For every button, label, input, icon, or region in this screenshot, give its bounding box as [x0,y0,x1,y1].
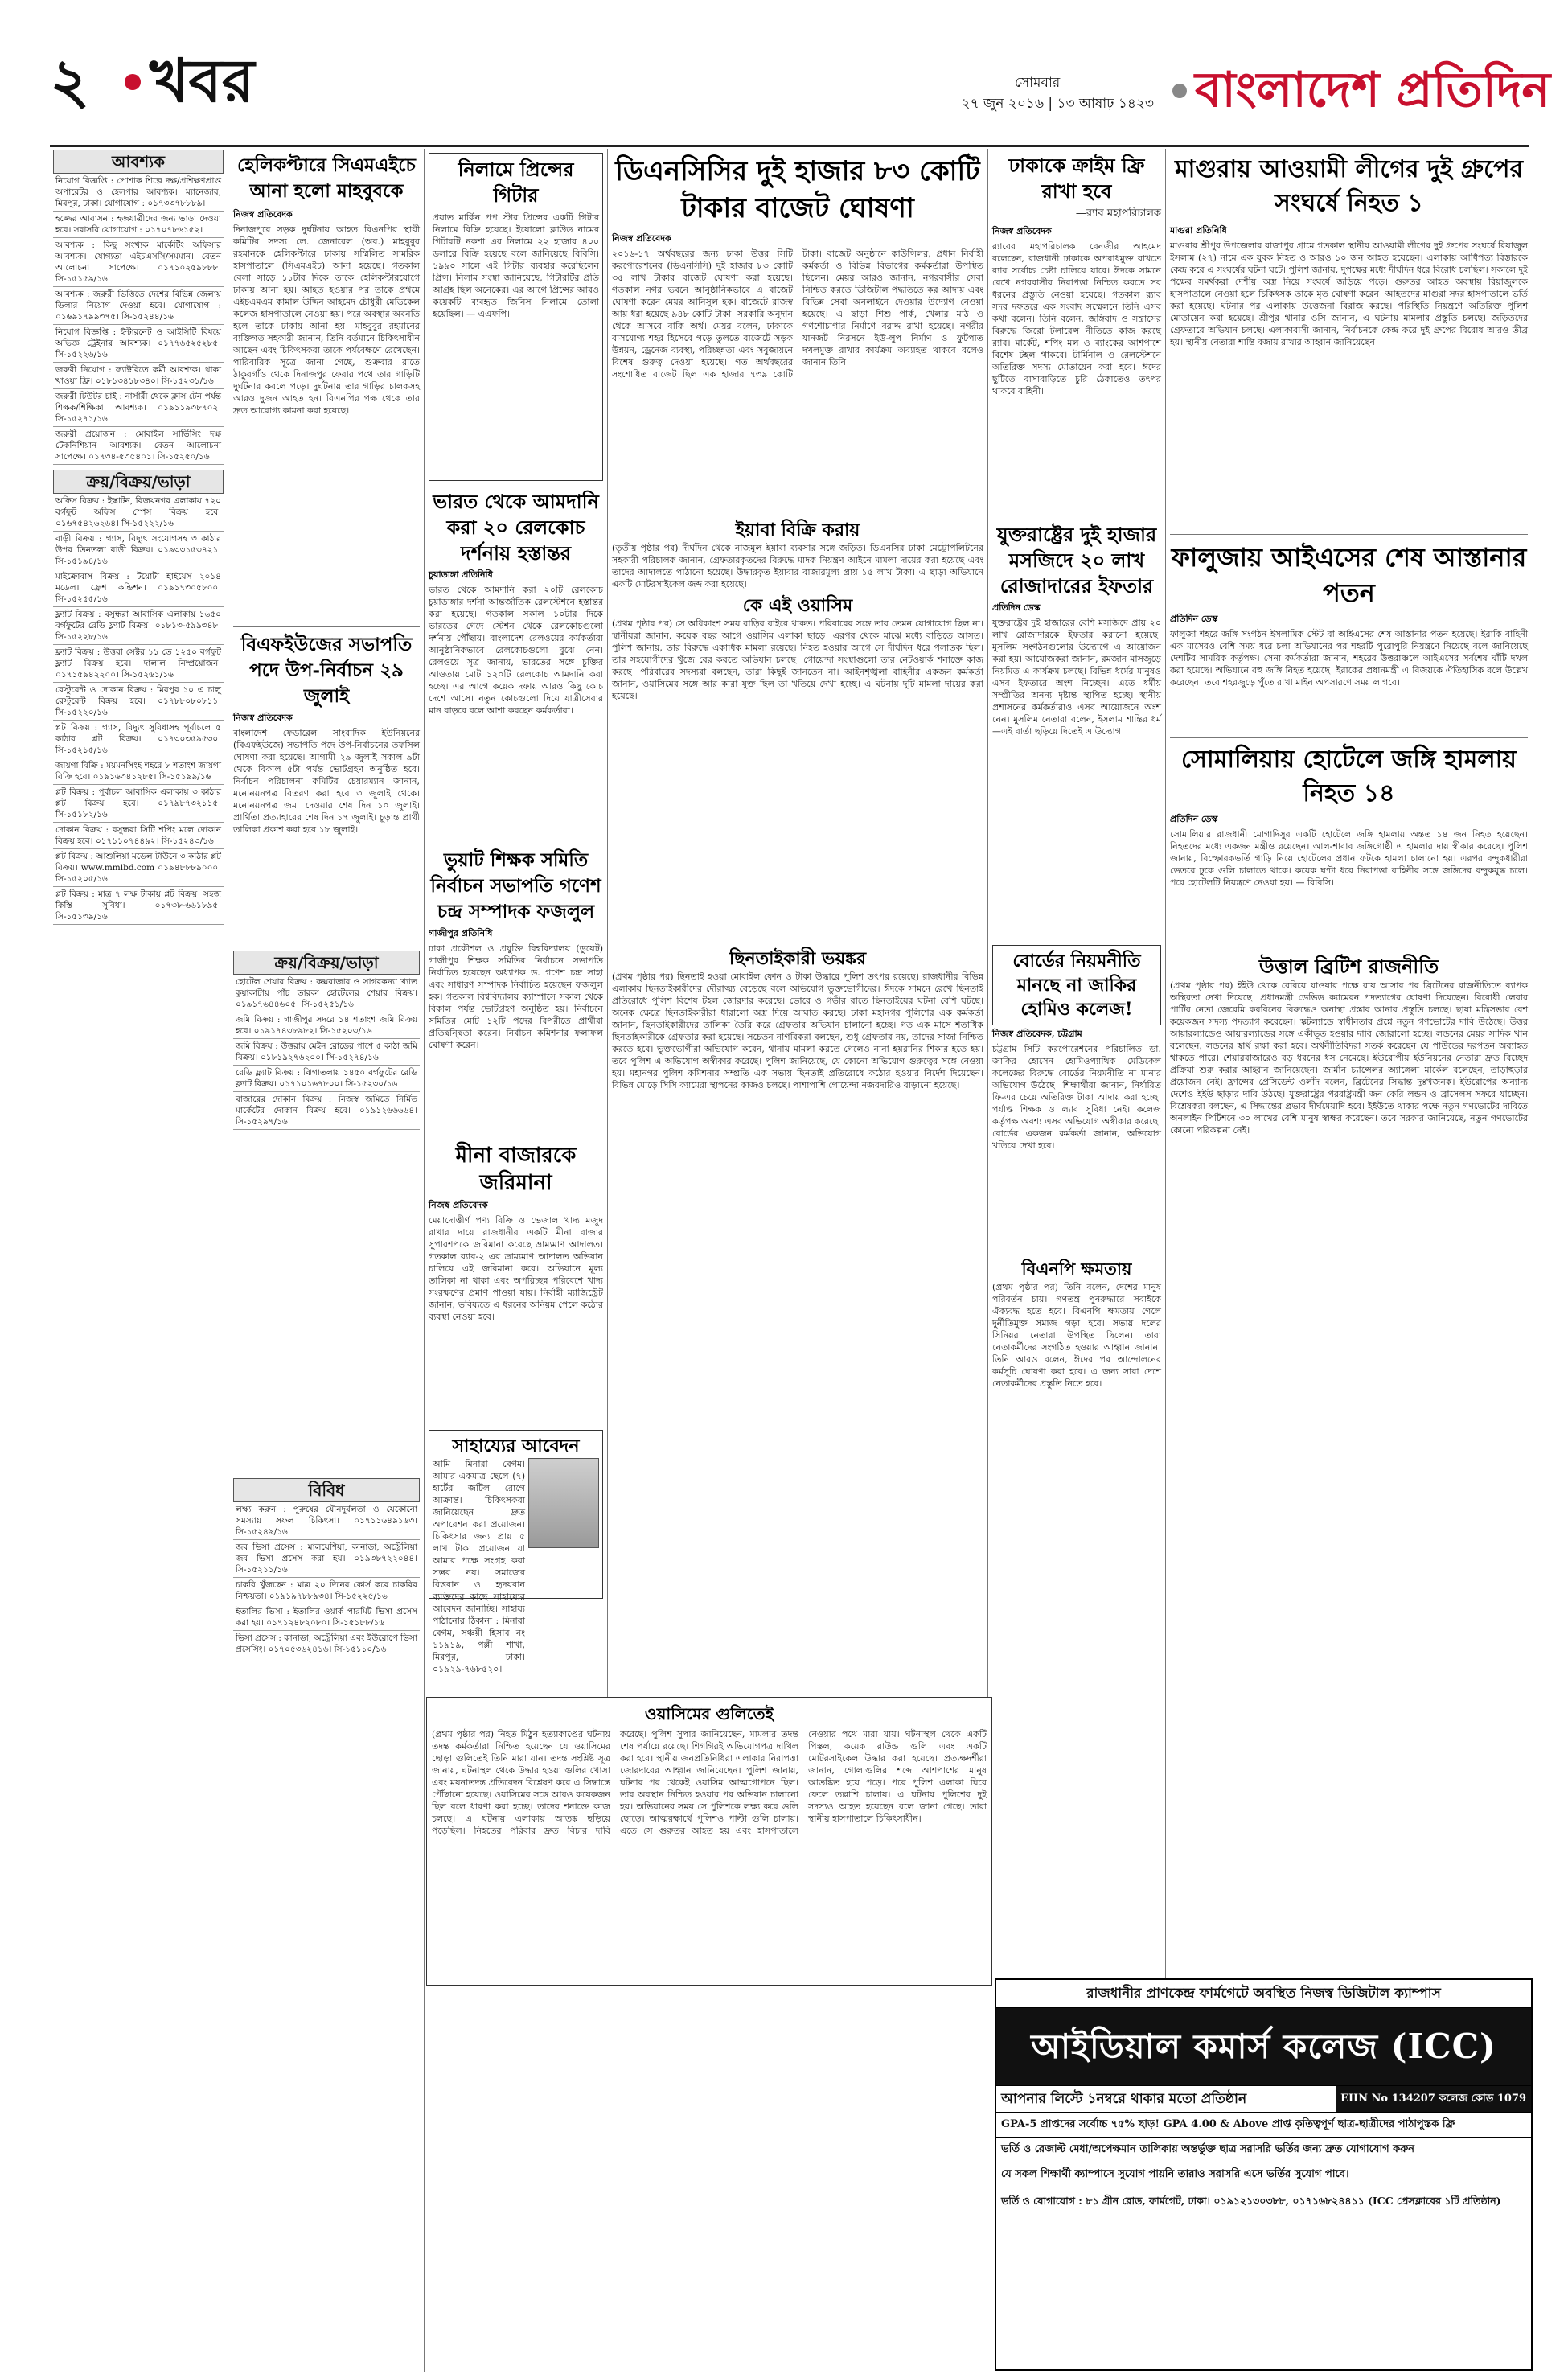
college-advertisement [995,1978,1533,2371]
appeal-box [429,1430,603,1674]
headline: ফালুজায় আইএসের শেষ আস্তানার পতন [1170,534,1528,610]
byline: প্রতিদিন ডেস্ক [992,602,1041,613]
byline: নিজস্ব প্রতিবেদক, চট্টগ্রাম [992,1029,1082,1039]
article-body: (প্রথম পৃষ্ঠার পর) ছিনতাই হওয়া মোবাইল ফোন ও টাকা উদ্ধারে পুলিশ তৎপর রয়েছে। রাজধানীর বিভিন্ন এলাকায় ছিনতাইকারীদের দৌরাত্ম্য বেড়েছে বলে অভিযোগ ভুক্তভোগীদের। ঈদকে সামনে রেখে ছিনতাই প্রতিরোধে পুলিশ বিশেষ টহল জোরদার করেছে। ভোরে ও গভীর রাতে ছিনতাইয়ের ঘটনা বেশি ঘটছে। অনেক ক্ষেত্রে ছিনতাইকারীরা ধারালো অস্ত্র দিয়ে আঘাত করছে। ঢাকা মহানগর পুলিশের এক কর্মকর্তা জানান, ছিনতাইকারীদের তালিকা তৈরি করে গ্রেফতার অভিযান চালানো হচ্ছে। গত এক মাসে শতাধিক ছিনতাইকারীকে গ্রেফতার করা হয়েছে। সচেতন নাগরিকরা বলছেন, শুধু গ্রেফতার নয়, তাদের সাজা নিশ্চিত করতে হবে। ভুক্তভোগীরা অভিযোগ করেন, থানায় মামলা করতে গেলেও নানা হয়রানির শিকার হতে হয়। তবে পুলিশ এ অভিযোগ অস্বীকার করেছে। পুলিশ জানিয়েছে, যে কোনো অভিযোগ গুরুত্বের সঙ্গে নেওয়া হয়। মহানগর পুলিশ কমিশনার সম্প্রতি এক সভায় ছিনতাই প্রতিরোধে কঠোর হওয়ার নির্দেশ দিয়েছেন। বিভিন্ন মোড়ে সিসি ক্যামেরা স্থাপনের কাজও চলছে। পাশাপাশি গোয়েন্দা নজরদারিও বাড়ানো হয়েছে। [612,971,983,1090]
headline: বিএফইউজের সভাপতি পদে উপ-নির্বাচন ২৯ জুলাই [240,634,413,707]
classified-item: প্লট বিক্রয় : মাত্র ৭ লক্ষ টাকায় প্লট বিক্রয়। সহজ কিস্তি সুবিধা। ০১৭৩৮-৬৬১৮৯৫। সি-১৫১৩৯/১৬ [53,887,224,925]
byline: গাজীপুর প্রতিনিধি [429,928,493,939]
article-body: আমি মিনারা বেগম। আমার একমাত্র ছেলে (৭) হার্টের জটিল রোগে আক্রান্ত। চিকিৎসকরা জানিয়েছেন দ্রুত অপারেশন করা প্রয়োজন। চিকিৎসার জন্য প্রায় ৫ লাখ টাকা প্রয়োজন যা আমার পক্ষে সংগ্রহ করা সম্ভব নয়। সমাজের বিত্তবান ও হৃদয়বান ব্যক্তিদের কাছে সাহায্যের আবেদন জানাচ্ছি। সাহায্য পাঠানোর ঠিকানা : মিনারা বেগম, সঞ্চয়ী হিসাব নং ১১৯১৯, পল্লী শাখা, মিরপুর, ঢাকা। ০১৯২৯-৭৬৮৫২০। [433,1459,525,1674]
section-title: খবর [150,47,255,116]
classified-list [53,494,224,925]
masthead [0,0,1568,157]
classified-item: ইতালির ভিসা : ইতালির ওয়ার্ক পারমিট ভিসা প্রসেস করা হয়। ০১৭১২৪৮২০৮০। সি-১৫১৮৮/১৬ [233,1604,420,1631]
classified-item: প্লট বিক্রয় : গ্যাস, বিদ্যুৎ সুবিধাসহ পূর্বাচলে ৫ কাঠার প্লট বিক্রয়। ০১৭৩০৩৫৯৫৩০। সি-১৫২১৫/১৬ [53,721,224,758]
ad-eiin: EIIN No 134207 কলেজ কোড 1079 [1336,2086,1531,2112]
headline: যুক্তরাষ্ট্রের দুই হাজার মসজিদে ২০ লাখ রোজাদারের ইফতার [996,523,1157,598]
classified-item: জমি বিক্রয় : উত্তরায় মেইন রোডের পাশে ৫ কাঠা জমি বিক্রয়। ০১৮১৯২৭৬২০০। সি-১৫২৭৪/১৬ [233,1039,420,1066]
college-box [992,945,1161,1025]
classified-item: রেস্টুরেন্ট ও দোকান বিক্রয় : মিরপুর ১০ এ চালু রেস্টুরেন্ট বিক্রয় হবে। ০১৭৮৮০৮০৮১১। সি-১৫২২০/১৬ [53,683,224,721]
column-rule [1165,149,1166,1978]
headline: ভারত থেকে আমদানি করা ২০ রেলকোচ দর্শনায় হস্তান্তর [433,490,599,565]
classified-list [233,975,420,1473]
classified-item: আবশ্যক : জরুরী ভিত্তিতে দেশের বিভিন্ন জেলায় ডিলার নিয়োগ দেওয়া হবে। যোগাযোগ : ০১৬৯১৭৯৯৩৭৫। সি-১৫২৪৪/১৬ [53,287,224,325]
article-body: যুক্তরাষ্ট্রের দুই হাজারের বেশি মসজিদে প্রায় ২০ লাখ রোজাদারকে ইফতার করানো হয়েছে। মুসলিম সংগঠনগুলোর উদ্যোগে এ আয়োজন করা হয়। আয়োজকরা জানান, রমজান মাসজুড়ে নিয়মিত এ কার্যক্রম চলছে। বিভিন্ন ধর্মের মানুষও এসব ইফতারে অংশ নিচ্ছেন। এতে ধর্মীয় সম্প্রীতির অনন্য দৃষ্টান্ত স্থাপিত হচ্ছে। স্থানীয় প্রশাসনের কর্মকর্তারাও এসব আয়োজনে অংশ নেন। মুসলিম নেতারা বলেন, ইসলাম শান্তির ধর্ম—এই বার্তা ছড়িয়ে দিতেই এ উদ্যোগ। [992,618,1161,737]
subhead: ছিনতাইকারী ভয়ঙ্কর [729,948,867,969]
classified-item: প্লট বিক্রয় : আশুলিয়া মডেল টাউনে ৩ কাঠার প্লট বিক্রয়। www.mmlbd.com ০১৯৪৮৮৮৯০০০। সি-১৫২০৫/১৬ [53,849,224,887]
byline: মাগুরা প্রতিনিধি [1170,225,1227,236]
subhead: কে এই ওয়াসিম [742,595,853,616]
child-photo [528,1458,599,1548]
classified-item: রেডি ফ্ল্যাট বিক্রয় : ঝিগাতলায় ১৪৫০ বর্গফুটের রেডি ফ্ল্যাট বিক্রয়। ০১৭১০১৬৭৮০০। সি-১৫২৩০/১৬ [233,1066,420,1092]
article-body: ২০১৬-১৭ অর্থবছরের জন্য ঢাকা উত্তর সিটি করপোরেশনের (ডিএনসিসি) দুই হাজার ৮৩ কোটি ৩৫ লাখ টাকার বাজেট ঘোষণা করা হয়েছে। গতকাল নগর ভবনে আনুষ্ঠানিকভাবে এ বাজেট ঘোষণা করেন মেয়র আনিসুল হক। বাজেটে রাজস্ব আয় ধরা হয়েছে ৯৪৮ কোটি টাকা। সরকারি অনুদান থেকে আসবে বাকি অর্থ। মেয়র বলেন, ঢাকাকে বাসযোগ্য শহর হিসেবে গড়ে তুলতে বাজেটে সড়ক উন্নয়ন, ড্রেনেজ ব্যবস্থা, পরিচ্ছন্নতা এবং সবুজায়নে বিশেষ গুরুত্ব দেওয়া হয়েছে। গত অর্থবছরের সংশোধিত বাজেট ছিল এক হাজার ৭৩৯ কোটি টাকা। বাজেট অনুষ্ঠানে কাউন্সিলর, প্রধান নির্বাহী কর্মকর্তা ও বিভিন্ন বিভাগের কর্মকর্তারা উপস্থিত ছিলেন। মেয়র আরও জানান, নগরবাসীর সেবা নিশ্চিত করতে ডিজিটাল পদ্ধতিতে কর আদায় এবং বিভিন্ন সেবা অনলাইনে দেওয়ার উদ্যোগ নেওয়া হয়েছে। এ ছাড়া শিশু পার্ক, খেলার মাঠ ও গণশৌচাগার নির্মাণে বরাদ্দ রাখা হয়েছে। নগরীর যানজট নিরসনে ইউ-লুপ নির্মাণ ও ফুটপাত দখলমুক্ত রাখার কার্যক্রম অব্যাহত থাকবে বলেও জানান তিনি। [612,248,983,380]
article-body: মাগুরার শ্রীপুর উপজেলার রাজাপুর গ্রামে গতকাল স্থানীয় আওয়ামী লীগের দুই গ্রুপের সংঘর্ষে রিয়াজুল ইসলাম (২৭) নামে এক যুবক নিহত ও আরও ১০ জন আহত হয়েছেন। এলাকায় আধিপত্য বিস্তারকে কেন্দ্র করে এ সংঘর্ষের ঘটনা ঘটে। পুলিশ জানায়, দুপক্ষের মধ্যে দীর্ঘদিন ধরে বিরোধ চলছিল। সকালে দুই পক্ষের সমর্থকরা দেশীয় অস্ত্র নিয়ে সংঘর্ষে জড়িয়ে পড়ে। গুরুতর আহত অবস্থায় রিয়াজুলকে হাসপাতালে নেওয়া হলে চিকিৎসক তাকে মৃত ঘোষণা করেন। আহতদের মাগুরা সদর হাসপাতালে ভর্তি করা হয়েছে। ঘটনার পর এলাকায় উত্তেজনা বিরাজ করছে। পরিস্থিতি নিয়ন্ত্রণে অতিরিক্ত পুলিশ মোতায়েন করা হয়েছে। শ্রীপুর থানার ওসি জানান, এ ঘটনায় মামলার প্রস্তুতি চলছে। জড়িতদের গ্রেফতারে অভিযান চলছে। এলাকাবাসী জানান, নির্বাচনকে কেন্দ্র করে দুই গ্রুপের বিরোধ আরও তীব্র হয়। স্থানীয় নেতারা শান্তি বজায় রাখার আহ্বান জানিয়েছেন। [1170,240,1528,347]
byline: নিজস্ব প্রতিবেদক [233,209,293,220]
classified-item: চাকরি খুঁজছেন : মাত্র ২০ দিনের কোর্স করে চাকরির নিশ্চয়তা। ০১৯১৯৭৮৮৯৩৪। সি-১৫২২৫/১৬ [233,1578,420,1604]
classified-item: আবশ্যক : কিছু সংখ্যক মার্কেটিং অফিসার আবশ্যক। যোগ্যতা এইচএসসি/সমমান। বেতন আলোচনা সাপেক্ষে। ০১৭১০২৫৯৮৮৮। সি-১৫১৫৯/১৬ [53,238,224,287]
issue-date: ২৭ জুন ২০১৬ | ১৩ আষাঢ় ১৪২৩ [961,96,1154,112]
article-body: (প্রথম পৃষ্ঠার পর) সে অধিকাংশ সময় বাড়ির বাইরে থাকত। পরিবারের সঙ্গে তার তেমন যোগাযোগ ছিল না। স্থানীয়রা জানান, কয়েক বছর আগে ওয়াসিম এলাকা ছাড়ে। এরপর থেকে মাঝে মধ্যে বাড়িতে আসত। পুলিশ জানায়, তার বিরুদ্ধে একাধিক মামলা রয়েছে। নিহত হওয়ার আগে সে দীর্ঘদিন ধরে পলাতক ছিল। তার সহযোগীদের খুঁজে বের করতে অভিযান চলছে। গোয়েন্দা সংস্থাগুলো তার নেটওয়ার্ক শনাক্তে কাজ করছে। পরিবারের সদস্যরা বলছেন, তারা কিছুই জানতেন না। আইনশৃঙ্খলা বাহিনীর একজন কর্মকর্তা জানান, ওয়াসিমের সঙ্গে আর কারা যুক্ত ছিল তা খতিয়ে দেখা হচ্ছে। এ ঘটনায় দুটি মামলা দায়ের করা হয়েছে। [612,618,983,701]
classified-item: নিয়োগ বিজ্ঞপ্তি : ইন্টারনেট ও আইসিটি বিষয়ে অভিজ্ঞ ট্রেইনার আবশ্যক। ০১৭৭৬৫২৫২৮৫। সি-১৫২২৬/১৬ [53,325,224,363]
box-headline: ওয়াসিমের গুলিতেই [644,1704,774,1723]
classified-item: জরুরী প্রয়োজন : মোবাইল সার্ভিসিং দক্ষ টেকনিশিয়ান আবশ্যক। বেতন আলোচনা সাপেক্ষে। ০১৭৩৪-৫৩৫৪০১। সি-১৫২৫০/১৬ [53,427,224,465]
prince-guitar-box [429,153,603,481]
article-body: চট্টগ্রাম সিটি করপোরেশনের পরিচালিত ডা. জাকির হোসেন হোমিওপ্যাথিক মেডিকেল কলেজের বিরুদ্ধে বোর্ডের নিয়মনীতি না মানার অভিযোগ উঠেছে। শিক্ষার্থীরা জানান, নির্ধারিত ফি-এর চেয়ে অতিরিক্ত টাকা আদায় করা হচ্ছে। পর্যাপ্ত শিক্ষক ও ল্যাব সুবিধা নেই। কলেজ কর্তৃপক্ষ অবশ্য এসব অভিযোগ অস্বীকার করেছে। বোর্ডের একজন কর্মকর্তা জানান, অভিযোগ খতিয়ে দেখা হবে। [992,1044,1161,1151]
article-body: (প্রথম পৃষ্ঠার পর) নিহত মিঠুন হত্যাকাণ্ডের ঘটনায় তদন্ত কর্মকর্তারা নিশ্চিত হয়েছেন যে ওয়াসিমের ছোড়া গুলিতেই তিনি মারা যান। তদন্ত সংশ্লিষ্ট সূত্র জানায়, ঘটনাস্থল থেকে উদ্ধার হওয়া গুলির খোসা এবং ময়নাতদন্ত প্রতিবেদন বিশ্লেষণ করে এ সিদ্ধান্তে পৌঁছানো হয়েছে। ওয়াসিমের সঙ্গে আরও কয়েকজন ছিল বলে ধারণা করা হচ্ছে। তাদের শনাক্তে কাজ চলছে। এ ঘটনায় এলাকায় আতঙ্ক ছড়িয়ে পড়েছিল। নিহতের পরিবার দ্রুত বিচার দাবি করেছে। পুলিশ সুপার জানিয়েছেন, মামলার তদন্ত শেষ পর্যায়ে রয়েছে। শিগগিরই অভিযোগপত্র দাখিল করা হবে। স্থানীয় জনপ্রতিনিধিরা এলাকার নিরাপত্তা জোরদারের আহ্বান জানিয়েছেন। পুলিশ জানায়, ঘটনার পর থেকেই ওয়াসিম আত্মগোপনে ছিল। তার অবস্থান নিশ্চিত হওয়ার পর অভিযান চালানো হয়। অভিযানের সময় সে পুলিশকে লক্ষ্য করে গুলি ছোড়ে। আত্মরক্ষার্থে পুলিশও পাল্টা গুলি চালায়। এতে সে গুরুতর আহত হয় এবং হাসপাতালে নেওয়ার পথে মারা যায়। ঘটনাস্থল থেকে একটি পিস্তল, কয়েক রাউন্ড গুলি এবং একটি মোটরসাইকেল উদ্ধার করা হয়েছে। প্রত্যক্ষদর্শীরা জানান, গোলাগুলির শব্দে আশপাশের মানুষ আতঙ্কিত হয়ে পড়ে। পরে পুলিশ এলাকা ঘিরে ফেলে তল্লাশি চালায়। এ ঘটনায় পুলিশের দুই সদস্যও আহত হয়েছেন বলে জানা গেছে। তারা স্থানীয় হাসপাতালে চিকিৎসাধীন। [432,1729,987,1836]
article-body: দিনাজপুরে সড়ক দুর্ঘটনায় আহত বিএনপির স্থায়ী কমিটির সদস্য লে. জেনারেল (অব.) মাহবুবুর রহমানকে হেলিকপ্টারে ঢাকায় সম্মিলিত সামরিক হাসপাতালে (সিএমএইচ) আনা হয়েছে। গতকাল বেলা সাড়ে ১১টার দিকে তাকে হেলিকপ্টারযোগে ঢাকায় আনা হয়। আহত হওয়ার পর তাকে প্রথমে এইচএমএম কামাল উদ্দিন আহমেদ চৌধুরী মেডিকেল কলেজ হাসপাতালে নেওয়া হয়। পরে অবস্থার অবনতি হলে তাকে ঢাকায় আনা হয়। মাহবুবুর রহমানের ব্যক্তিগত সহকারী জানান, তিনি বর্তমানে চিকিৎসাধীন আছেন এবং চিকিৎসকরা তাকে পর্যবেক্ষণে রেখেছেন। পারিবারিক সূত্রে জানা গেছে, শুক্রবার রাতে ঠাকুরগাঁও থেকে দিনাজপুর ফেরার পথে তার গাড়িটি দুর্ঘটনার কবলে পড়ে। দুর্ঘটনায় তার গাড়ির চালকসহ আরও দুজন আহত হন। বিএনপির পক্ষ থেকে তার দ্রুত আরোগ্য কামনা করা হয়েছে। [233,224,420,416]
classifieds-column [53,150,224,2369]
classified-item: ভিসা প্রসেস : কানাডা, অস্ট্রেলিয়া এবং ইউরোপে ভিসা প্রসেসিং। ০১৭০৫৩৬২৪১৬। সি-১৫১১০/১৬ [233,1631,420,1657]
column-rule [424,149,425,2372]
divider [233,626,420,627]
byline: নিজস্ব প্রতিবেদক [233,713,293,723]
classified-item: ফ্ল্যাট বিক্রয় : উত্তরা সেক্টর ১১ তে ১২৫০ বর্গফুট ফ্ল্যাট বিক্রয় হবে। দালাল নিষ্প্রয়োজন। ০১৭১৫৯৪২২০০। সি-১৫২৬১/১৬ [53,645,224,683]
byline: প্রতিদিন ডেস্ক [1170,814,1218,824]
classified-item: নিয়োগ বিজ্ঞপ্তি : পোশাক শিল্পে দক্ষ/প্রশিক্ষণপ্রাপ্ত অপারেটর ও হেলপার আবশ্যক। ম্যানেজার, মিরপুর, ঢাকা। যোগাযোগ : ০১৭৩৩৭৮৮৮৯। [53,174,224,212]
article-body: (প্রথম পৃষ্ঠার পর) ইইউ থেকে বেরিয়ে যাওয়ার পক্ষে রায় আসার পর ব্রিটেনের রাজনীতিতে ব্যাপক অস্থিরতা দেখা দিয়েছে। প্রধানমন্ত্রী ডেভিড ক্যামেরন পদত্যাগের ঘোষণা দিয়েছেন। বিরোধী লেবার পার্টির নেতা জেরেমি করবিনের বিরুদ্ধেও অনাস্থা প্রস্তাব আনার প্রস্তুতি চলছে। ছায়া মন্ত্রিসভার বেশ কয়েকজন সদস্য পদত্যাগ করেছেন। স্কটল্যান্ডে স্বাধীনতার প্রশ্নে নতুন গণভোটের দাবি উঠেছে। উত্তর আয়ারল্যান্ডেও আয়ারল্যান্ডের সঙ্গে একীভূত হওয়ার দাবি জোরালো হচ্ছে। লন্ডনের মেয়র সাদিক খান বলেছেন, লন্ডনের স্বার্থ রক্ষা করা হবে। অর্থনীতিবিদরা সতর্ক করেছেন যে পাউন্ডের দরপতন অব্যাহত থাকতে পারে। শেয়ারবাজারেও বড় ধরনের ধস নেমেছে। ইউরোপীয় ইউনিয়নের নেতারা দ্রুত বিচ্ছেদ প্রক্রিয়া শুরু করার আহ্বান জানিয়েছেন। জার্মান চ্যান্সেলর অ্যাঙ্গেলা মার্কেল বলেছেন, তাড়াহুড়ার প্রয়োজন নেই। ফ্রান্সের প্রেসিডেন্ট ওলাঁদ বলেন, ব্রিটেনের সিদ্ধান্ত দুঃখজনক। ইউরোপের অন্যান্য দেশেও ইইউ ছাড়ার দাবি উঠছে। যুক্তরাষ্ট্রের পররাষ্ট্রমন্ত্রী জন কেরি লন্ডন ও ব্রাসেলস সফরে যাচ্ছেন। বিশ্লেষকরা বলছেন, এ সিদ্ধান্তের প্রভাব দীর্ঘমেয়াদি হবে। ইইউতে থাকার পক্ষে নতুন গণভোটের দাবিতে অনলাইন পিটিশনে ৩০ লাখের বেশি মানুষ স্বাক্ষর করেছেন। তবে সরকার জানিয়েছে, নতুন গণভোটের কোনো পরিকল্পনা নেই। [1170,980,1528,1136]
column-5 [992,153,1161,1978]
article-body: প্রয়াত মার্কিন পপ স্টার প্রিন্সের একটি গিটার নিলামে বিক্রি হয়েছে। ইয়োলো ক্লাউড নামের গিটারটি নকশা এর নিলামে ২২ হাজার ৪০০ ডলারে বিক্রি হয়েছে বলে জানিয়েছে বিবিসি। ১৯৯০ সালে এই গিটার ব্যবহার করেছিলেন প্রিন্স। নিলাম সংস্থা জানিয়েছে, গিটারটির প্রতি আগ্রহ ছিল অনেকের। এর আগে প্রিন্সের আরও কয়েকটি ব্যবহৃত জিনিস নিলামে তোলা হয়েছিল। — এএফপি। [433,212,599,319]
article-body: সোমালিয়ার রাজধানী মোগাদিসুর একটি হোটেলে জঙ্গি হামলায় অন্তত ১৪ জন নিহত হয়েছেন। নিহতদের মধ্যে একজন মন্ত্রীও রয়েছেন। আল-শাবাব জঙ্গিগোষ্ঠী এ হামলার দায় স্বীকার করেছে। পুলিশ জানায়, বিস্ফোরকভর্তি গাড়ি নিয়ে হোটেলের প্রধান ফটকে হামলা চালানো হয়। এরপর বন্দুকধারীরা ভেতরে ঢুকে গুলি চালাতে থাকে। কয়েক ঘণ্টা ধরে নিরাপত্তা বাহিনীর সঙ্গে জঙ্গিদের বন্দুকযুদ্ধ চলে। পরে হোটেলটি নিয়ন্ত্রণে নেওয়া হয়। — বিবিসি। [1170,829,1528,888]
article-body: ঢাকা প্রকৌশল ও প্রযুক্তি বিশ্ববিদ্যালয় (ডুয়েট) গাজীপুর শিক্ষক সমিতির নির্বাচনে সভাপতি নির্বাচিত হয়েছেন অধ্যাপক ড. গণেশ চন্দ্র সাহা এবং সাধারণ সম্পাদক নির্বাচিত হয়েছেন ফজলুল হক। গতকাল বিশ্ববিদ্যালয় ক্যাম্পাসে সকাল থেকে বিকাল পর্যন্ত ভোটগ্রহণ অনুষ্ঠিত হয়। নির্বাচনে সমিতির মোট ১২টি পদের বিপরীতে প্রার্থীরা প্রতিদ্বন্দ্বিতা করেন। নির্বাচন কমিশনার ফলাফল ঘোষণা করেন। [429,943,603,1050]
issue-day: সোমবার [1015,75,1061,91]
classified-item: দোকান বিক্রয় : বসুন্ধরা সিটি শপিং মলে দোকান বিক্রয় হবে। ০১৭১১০৭৪৪৯২। সি-১৫২৪৩/১৬ [53,823,224,849]
byline: নিজস্ব প্রতিবেদক [429,1200,488,1210]
classified-list [53,174,224,465]
ad-subtitle: আপনার লিস্টে ১নম্বরে থাকার মতো প্রতিষ্ঠান [1001,2091,1247,2107]
article-body: (তৃতীয় পৃষ্ঠার পর) দীর্ঘদিন থেকে নাজমুল ইয়াবা ব্যবসার সঙ্গে জড়িত। ডিএনসির ঢাকা মেট্রোপলিটনের সহকারী পরিচালক জানান, গ্রেফতারকৃতদের বিরুদ্ধে মাদক নিয়ন্ত্রণ আইনে মামলা দায়ের করা হয়েছে এবং তাদের আদালতে পাঠানো হয়েছে। উদ্ধারকৃত ইয়াবার বাজারমূল্য প্রায় ১৫ লাখ টাকা। এ ছাড়া অভিযানে একটি মোটরসাইকেল জব্দ করা হয়েছে। [612,543,983,589]
ad-title: আইডিয়াল কমার্স কলেজ (ICC) [996,2008,1531,2085]
headline: নিলামে প্রিন্সের গিটার [458,158,574,207]
classified-header: আবশ্যক [53,150,224,174]
classified-item: জব ভিসা প্রসেস : মালয়েশিয়া, কানাডা, অস্ট্রেলিয়া জব ভিসা প্রসেস করা হয়। ০১৯৩৮৭২২০৪৪। সি-১৫২১১/১৬ [233,1540,420,1578]
classified-item: অফিস বিক্রয় : ইস্কাটন, বিজয়নগর এলাকায় ৭২০ বর্গফুট অফিস স্পেস বিক্রয় হবে। ০১৬৭৫৪২৬২৬৪। সি-১৫২২২/১৬ [53,494,224,532]
subhead: ইয়াবা বিক্রি করায় [735,520,860,540]
headline: সোমালিয়ায় হোটেলে জঙ্গি হামলায় নিহত ১৪ [1170,737,1528,811]
ad-line: ভর্তি ও রেজাল্ট মেধা/অপেক্ষমান তালিকায় অন্তর্ভুক্ত ছাত্র সরাসরি ভর্তির জন্য দ্রুত যোগাযোগ করুন [996,2138,1531,2162]
headline: ভুয়াট শিক্ষক সমিতি নির্বাচন সভাপতি গণেশ চন্দ্র সম্পাদক ফজলুল [430,849,601,922]
newspaper-logo: বাংলাদেশ প্রতিদিন [1195,62,1551,118]
classified-list [233,1502,420,1657]
headline: হেলিকপ্টারে সিএমএইচে আনা হলো মাহবুবকে [237,154,416,202]
subhead: উত্তাল ব্রিটিশ রাজনীতি [1258,955,1439,978]
classified-item: জরুরী টিউটর চাই : নার্সারী থেকে ক্লাস টেন পর্যন্ত শিক্ষক/শিক্ষিকা আবশ্যক। ০১৯১১৯৩৮৭০২। সি-১৫২৭১/১৬ [53,389,224,427]
grey-dot-icon [1172,84,1187,98]
wasim-box [426,1697,992,1986]
classified-item: জমি বিক্রয় : গাজীপুর সদরে ১৪ শতাংশ জমি বিক্রয় হবে। ০১৯১৭৪৩৮৯৮২। সি-১৫২০৩/১৬ [233,1012,420,1039]
article-body: র‍্যাবের মহাপরিচালক বেনজীর আহমেদ বলেছেন, রাজধানী ঢাকাকে অপরাধমুক্ত রাখতে র‍্যাব সর্বোচ্চ চেষ্টা চালিয়ে যাবে। ঈদকে সামনে রেখে নগরবাসীর নিরাপত্তা নিশ্চিত করতে সব ধরনের প্রস্তুতি নেওয়া হয়েছে। গতকাল র‍্যাব সদর দফতরে এক সংবাদ সম্মেলনে তিনি এসব কথা বলেন। তিনি বলেন, জঙ্গিবাদ ও সন্ত্রাসের বিরুদ্ধে জিরো টলারেন্স নীতিতে কাজ করছে র‍্যাব। মার্কেট, শপিং মল ও ব্যাংকের আশপাশে বিশেষ টহল থাকবে। টার্মিনাল ও রেলস্টেশনে অতিরিক্ত সদস্য মোতায়েন করা হবে। ঈদের ছুটিতে বাসাবাড়িতে চুরি ঠেকাতেও তৎপর থাকবে বাহিনী। [992,241,1161,396]
red-dot-icon [125,74,141,90]
byline: চুয়াডাঙ্গা প্রতিনিধি [429,569,493,580]
article-body: মেয়াদোত্তীর্ণ পণ্য বিক্রি ও ভেজাল খাদ্য মজুদ রাখার দায়ে রাজধানীর একটি মীনা বাজার সুপারশপকে জরিমানা করেছে ভ্রাম্যমাণ আদালত। গতকাল র‍্যাব-২ এর ভ্রাম্যমাণ আদালত অভিযান চালিয়ে এই জরিমানা করে। অভিযানে মূল্য তালিকা না থাকা এবং অপরিচ্ছন্ন পরিবেশে খাদ্য সংরক্ষণের প্রমাণ পাওয়া যায়। নির্বাহী ম্যাজিস্ট্রেট জানান, ভবিষ্যতে এ ধরনের অনিয়ম পেলে কঠোর ব্যবস্থা নেওয়া হবে। [429,1215,603,1322]
masthead-rule [50,145,1529,147]
classified-item: মাইক্রোবাস বিক্রয় : টয়োটা হাইয়েস ২০১৪ মডেল। ফ্রেশ কন্ডিশন। ০১৯১৭৩০৫৮০০। সি-১৫২৫৫/১৬ [53,569,224,607]
classified-header: বিবিধ [233,1478,420,1502]
page-number: ২ [50,45,90,117]
column-2 [233,153,420,2368]
classified-item: হোটেল শেয়ার বিক্রয় : কক্সবাজার ও সাগরকন্যা খ্যাত কুয়াকাটায় পাঁচ তারকা হোটেলের শেয়ার বিক্রয়। ০১৯১৭৬৪৪৬০৫। সি-১৫২৫১/১৬ [233,975,420,1012]
headline: মীনা বাজারকে জরিমানা [455,1144,577,1195]
byline: নিজস্ব প্রতিবেদক [612,233,671,244]
headline: মাগুরায় আওয়ামী লীগের দুই গ্রুপের সংঘর্ষে নিহত ১ [1174,155,1524,217]
classified-item: জরুরী নিয়োগ : ফ্যাক্টরিতে কর্মী আবশ্যক। থাকা খাওয়া ফ্রি। ০১৮১৩৪১৮৩৪০। সি-১৫২৩১/১৬ [53,363,224,389]
headline: সাহায্যের আবেদন [452,1435,580,1456]
classified-item: ফ্ল্যাট বিক্রয় : বসুন্ধরা আবাসিক এলাকায় ১৬৫০ বর্গফুটের রেডি ফ্ল্যাট বিক্রয়। ০১৮১৩-৫৯৯৩৪৮। সি-১৫২২৮/১৬ [53,607,224,645]
ad-line: GPA-5 প্রাপ্তদের সর্বোচ্চ ৭৫% ছাড়! GPA 4.00 & Above প্রাপ্ত কৃতিত্বপূর্ণ ছাত্র-ছাত্রীদের পাঠাপুস্তক ফ্রি [996,2113,1531,2138]
classified-header: ক্রয়/বিক্রয়/ভাড়া [53,470,224,494]
classified-item: লক্ষ্য করুন : পুরুষের যৌনদুর্বলতা ও যেকোনো সমস্যায় সফল চিকিৎসা। ০১৭১১৬৪৯১৬৩। সি-১৫২৪৯/১৬ [233,1502,420,1540]
ad-line: যে সকল শিক্ষার্থী ক্যাম্পাসে সুযোগ পায়নি তারাও সরাসরি এসে ভর্তির সুযোগ পাবে। [996,2162,1531,2187]
article-body: বাংলাদেশ ফেডারেল সাংবাদিক ইউনিয়নের (বিএফইউজে) সভাপতি পদে উপ-নির্বাচনের তফসিল ঘোষণা করা হয়েছে। আগামী ২৯ জুলাই সকাল ৯টা থেকে বিকাল ৫টা পর্যন্ত ভোটগ্রহণ অনুষ্ঠিত হবে। নির্বাচন পরিচালনা কমিটির চেয়ারম্যান জানান, মনোনয়নপত্র বিতরণ করা হবে ৩ জুলাই থেকে। মনোনয়নপত্র জমা দেওয়ার শেষ দিন ১০ জুলাই। প্রার্থিতা প্রত্যাহারের শেষ দিন ১৭ জুলাই। চূড়ান্ত প্রার্থী তালিকা প্রকাশ করা হবে ১৮ জুলাই। [233,728,420,835]
article-body: ভারত থেকে আমদানি করা ২০টি রেলকোচ চুয়াডাঙ্গার দর্শনা আন্তর্জাতিক রেলস্টেশনে হস্তান্তর করা হয়েছে। গতকাল সকাল ১০টার দিকে ভারতের গেদে স্টেশন থেকে রেলকোচগুলো দর্শনায় পৌঁছায়। বাংলাদেশ রেলওয়ের কর্মকর্তারা আনুষ্ঠানিকভাবে রেলকোচগুলো বুঝে নেন। রেলওয়ে সূত্র জানায়, ভারতের সঙ্গে চুক্তির আওতায় মোট ১২০টি রেলকোচ আমদানি করা হচ্ছে। এর আগে কয়েক দফায় আরও কিছু কোচ দেশে আসে। নতুন কোচগুলো দিয়ে যাত্রীসেবার মান বাড়বে বলে আশা করছেন কর্মকর্তারা। [429,585,603,716]
ad-topline: রাজধানীর প্রাণকেন্দ্র ফার্মগেটে অবস্থিত নিজস্ব ডিজিটাল ক্যাম্পাস [996,1980,1531,2008]
classified-item: হজ্জের আবাসন : হজযাত্রীদের জন্য ভাড়া দেওয়া হবে। সরাসরি যোগাযোগ : ০১৭০৭৮৬১৫২। [53,212,224,238]
byline: নিজস্ব প্রতিবেদক [992,226,1052,236]
byline: প্রতিদিন ডেস্ক [1170,614,1218,624]
classified-item: বাজারের দোকান বিক্রয় : নিজস্ব জমিতে নির্মিত মার্কেটের দোকান বিক্রয় হবে। ০১৯১২৬৬৬৬৪। সি-১৫২৯৭/১৬ [233,1092,420,1130]
kicker: —র‍্যাব মহাপরিচালক [1075,207,1161,220]
article-body: ফালুজা শহরে জঙ্গি সংগঠন ইসলামিক স্টেট বা আইএসের শেষ আস্তানার পতন হয়েছে। ইরাকি বাহিনী এক মাসেরও বেশি সময় ধরে চলা অভিযানের পর শহরটি পুরোপুরি নিয়ন্ত্রণে নিয়েছে বলে জানিয়েছে দেশটির সামরিক কর্তৃপক্ষ। সেনা কর্মকর্তারা জানান, শহরের উত্তরাঞ্চলে আইএসের সর্বশেষ ঘাঁটি দখল করা হয়েছে। অভিযানে বহু জঙ্গি নিহত হয়েছে। ইরাকের প্রধানমন্ত্রী এ বিজয়কে ঐতিহাসিক বলে উল্লেখ করেছেন। তবে শহরজুড়ে পুঁতে রাখা মাইন অপসারণে সময় লাগবে। [1170,629,1528,688]
classified-header: ক্রয়/বিক্রয়/ভাড়া [233,951,420,975]
article-body: (প্রথম পৃষ্ঠার পর) তিনি বলেন, দেশের মানুষ পরিবর্তন চায়। গণতন্ত্র পুনরুদ্ধারে সবাইকে ঐক্যবদ্ধ হতে হবে। বিএনপি ক্ষমতায় গেলে দুর্নীতিমুক্ত সমাজ গড়া হবে। সভায় দলের সিনিয়র নেতারা উপস্থিত ছিলেন। তারা নেতাকর্মীদের সংগঠিত হওয়ার আহ্বান জানান। তিনি আরও বলেন, ঈদের পর আন্দোলনের কর্মসূচি ঘোষণা করা হবে। এ জন্য সারা দেশে নেতাকর্মীদের প্রস্তুতি নিতে হবে। [992,1282,1161,1389]
column-6 [1170,153,1528,1978]
ad-contact: ভর্তি ও যোগাযোগ : ৮১ গ্রীন রোড, ফার্মগেট, ঢাকা। ০১৯১২১৩০৩৮৮, ০১৭১৬৮২৪৪১১ (ICC প্রেসক্লাবের ১টি প্রতিষ্ঠান) [1001,2195,1501,2207]
classified-item: বাড়ী বিক্রয় : গ্যাস, বিদ্যুৎ সংযোগসহ ৩ কাঠার উপর তিনতলা বাড়ী বিক্রয়। ০১৯৩৩১৫৩৪২১। সি-১৫১৯৪/১৬ [53,532,224,569]
subhead: বিএনপি ক্ষমতায় [1021,1259,1132,1279]
headline: ঢাকাকে ক্রাইম ফ্রি রাখা হবে [1008,154,1145,203]
headline: বোর্ডের নিয়মনীতি মানছে না জাকির হোমিও কলেজ! [1012,951,1141,1020]
classified-item: জায়গা বিক্রি : ময়মনসিংহ শহরে ৮ শতাংশ জায়গা বিক্রি হবে। ০১৯১৬৩৪১২৮৫। সি-১৫১৯৯/১৬ [53,758,224,785]
lead-headline: ডিএনসিসির দুই হাজার ৮৩ কোটি টাকার বাজেট ঘোষণা [615,155,980,224]
classified-item: প্লট বিক্রয় : পূর্বাচল আবাসিক এলাকায় ৩ কাঠার প্লট বিক্রয় হবে। ০১৭৯৮৭৩২১১৫। সি-১৫১৮২/১৬ [53,785,224,823]
